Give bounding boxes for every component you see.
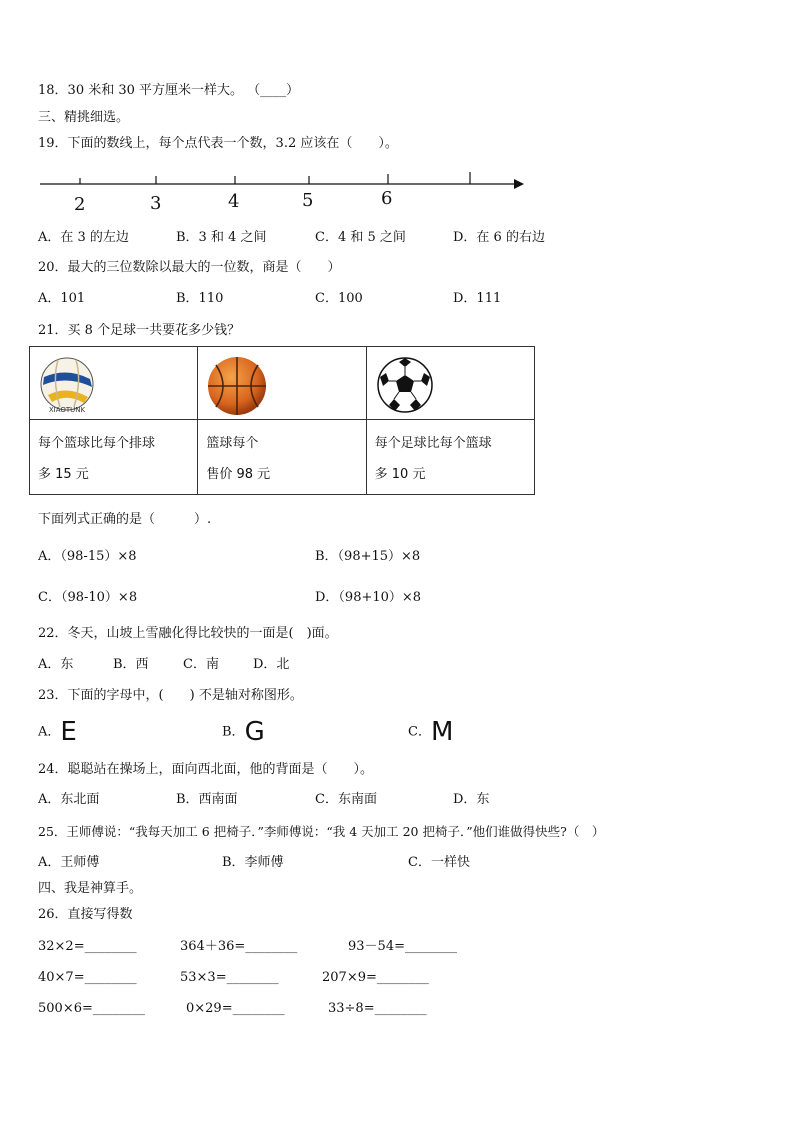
- q19-option-a[interactable]: A．在 3 的左边: [38, 230, 129, 245]
- volleyball-info: [30, 420, 198, 495]
- q21-option-c[interactable]: C．（98-10）×8: [38, 590, 138, 605]
- q21-option-b[interactable]: B．（98+15）×8: [315, 549, 421, 564]
- calc-item[interactable]: 93－54=________: [348, 939, 457, 954]
- question-25-stem: 25．王师傅说：“我每天加工 6 把椅子．”李师傅说：“我 4 天加工 20 把椅子．”他们谁做得快些?（ ）: [38, 824, 605, 839]
- calc-item[interactable]: 0×29=________: [186, 1001, 285, 1016]
- question-22-stem: 22．冬天，山坡上雪融化得比较快的一面是( )面。: [38, 626, 338, 641]
- number-line: [38, 168, 528, 216]
- cell-text: 每个足球比每个篮球: [374, 436, 492, 451]
- q20-option-b[interactable]: B．110: [176, 291, 224, 306]
- option-label: A．: [38, 724, 61, 740]
- basketball-cell: [198, 347, 366, 420]
- question-24-stem: 24．聪聪站在操场上，面向西北面，他的背面是（ ）。: [38, 762, 374, 777]
- calc-item[interactable]: 500×6=________: [38, 1001, 145, 1016]
- q23-option-a[interactable]: [38, 717, 77, 748]
- section-4-heading: 四、我是神算手。: [38, 881, 143, 896]
- basketball-image: [206, 355, 268, 417]
- question-18: 18．30 米和 30 平方厘米一样大。 （____）: [38, 83, 300, 98]
- cell-text: 篮球每个: [206, 436, 259, 451]
- tick-label: 6: [381, 188, 393, 209]
- q23-option-b[interactable]: [222, 717, 265, 748]
- q25-option-c[interactable]: C．一样快: [408, 855, 470, 870]
- tick-label: 2: [74, 194, 86, 215]
- calc-item[interactable]: 364＋36=________: [180, 939, 298, 954]
- soccer-ball-image: [375, 355, 435, 415]
- tick-label: 3: [150, 193, 162, 214]
- calc-item[interactable]: 53×3=________: [180, 970, 279, 985]
- soccer-ball-cell: [366, 347, 534, 420]
- question-26-stem: 26．直接写得数: [38, 907, 133, 922]
- q24-option-d[interactable]: D．东: [453, 792, 490, 807]
- question-20-stem: 20．最大的三位数除以最大的一位数，商是（ ）: [38, 260, 341, 275]
- calc-item[interactable]: 207×9=________: [322, 970, 429, 985]
- question-23-stem: 23．下面的字母中，( ) 不是轴对称图形。: [38, 688, 303, 703]
- tick-label: 4: [228, 191, 240, 212]
- question-19-stem: 19．下面的数线上，每个点代表一个数，3.2 应该在（ ）。: [38, 136, 398, 151]
- tick-label: 5: [302, 190, 314, 211]
- q20-option-d[interactable]: D．111: [453, 291, 502, 306]
- letter-g: G: [244, 717, 265, 747]
- question-21-sub: 下面列式正确的是（ ）.: [38, 512, 212, 527]
- volleyball-brand-text: XIAOTUNK: [48, 406, 86, 413]
- calc-item[interactable]: 32×2=________: [38, 939, 137, 954]
- section-3-heading: 三、精挑细选。: [38, 110, 130, 125]
- q24-option-c[interactable]: C．东南面: [315, 792, 377, 807]
- q25-option-a[interactable]: A．王师傅: [38, 855, 100, 870]
- q21-option-d[interactable]: D．（98+10）×8: [315, 590, 422, 605]
- cell-text: 每个篮球比每个排球: [38, 436, 156, 451]
- q19-option-c[interactable]: C．4 和 5 之间: [315, 230, 406, 245]
- q19-option-d[interactable]: D．在 6 的右边: [453, 230, 545, 245]
- q19-option-b[interactable]: B．3 和 4 之间: [176, 230, 267, 245]
- q25-option-b[interactable]: B．李师傅: [222, 855, 284, 870]
- q24-option-a[interactable]: A．东北面: [38, 792, 100, 807]
- cell-text: 多 15 元: [38, 467, 89, 482]
- cell-text: 售价 98 元: [206, 467, 271, 482]
- cell-text: 多 10 元: [374, 467, 426, 482]
- basketball-info: [198, 420, 366, 495]
- option-label: C．: [408, 724, 431, 740]
- q21-option-a[interactable]: A．（98-15）×8: [38, 549, 137, 564]
- calc-item[interactable]: 33÷8=________: [328, 1001, 427, 1016]
- q24-option-b[interactable]: B．西南面: [176, 792, 238, 807]
- q22-option-a[interactable]: A．东: [38, 657, 74, 672]
- q22-option-d[interactable]: D．北: [253, 657, 290, 672]
- q22-option-c[interactable]: C．南: [183, 657, 219, 672]
- volleyball-cell: [30, 347, 198, 420]
- q20-option-c[interactable]: C．100: [315, 291, 363, 306]
- q22-option-b[interactable]: B．西: [113, 657, 149, 672]
- price-table: [29, 346, 535, 495]
- question-21-stem: 21．买 8 个足球一共要花多少钱？: [38, 323, 241, 338]
- volleyball-image: [38, 355, 96, 413]
- option-label: B．: [222, 724, 245, 740]
- letter-e: E: [60, 717, 77, 747]
- calc-item[interactable]: 40×7=________: [38, 970, 137, 985]
- q20-option-a[interactable]: A．101: [38, 291, 86, 306]
- letter-m: M: [430, 717, 454, 747]
- q23-option-c[interactable]: [408, 717, 453, 748]
- soccer-info: [366, 420, 534, 495]
